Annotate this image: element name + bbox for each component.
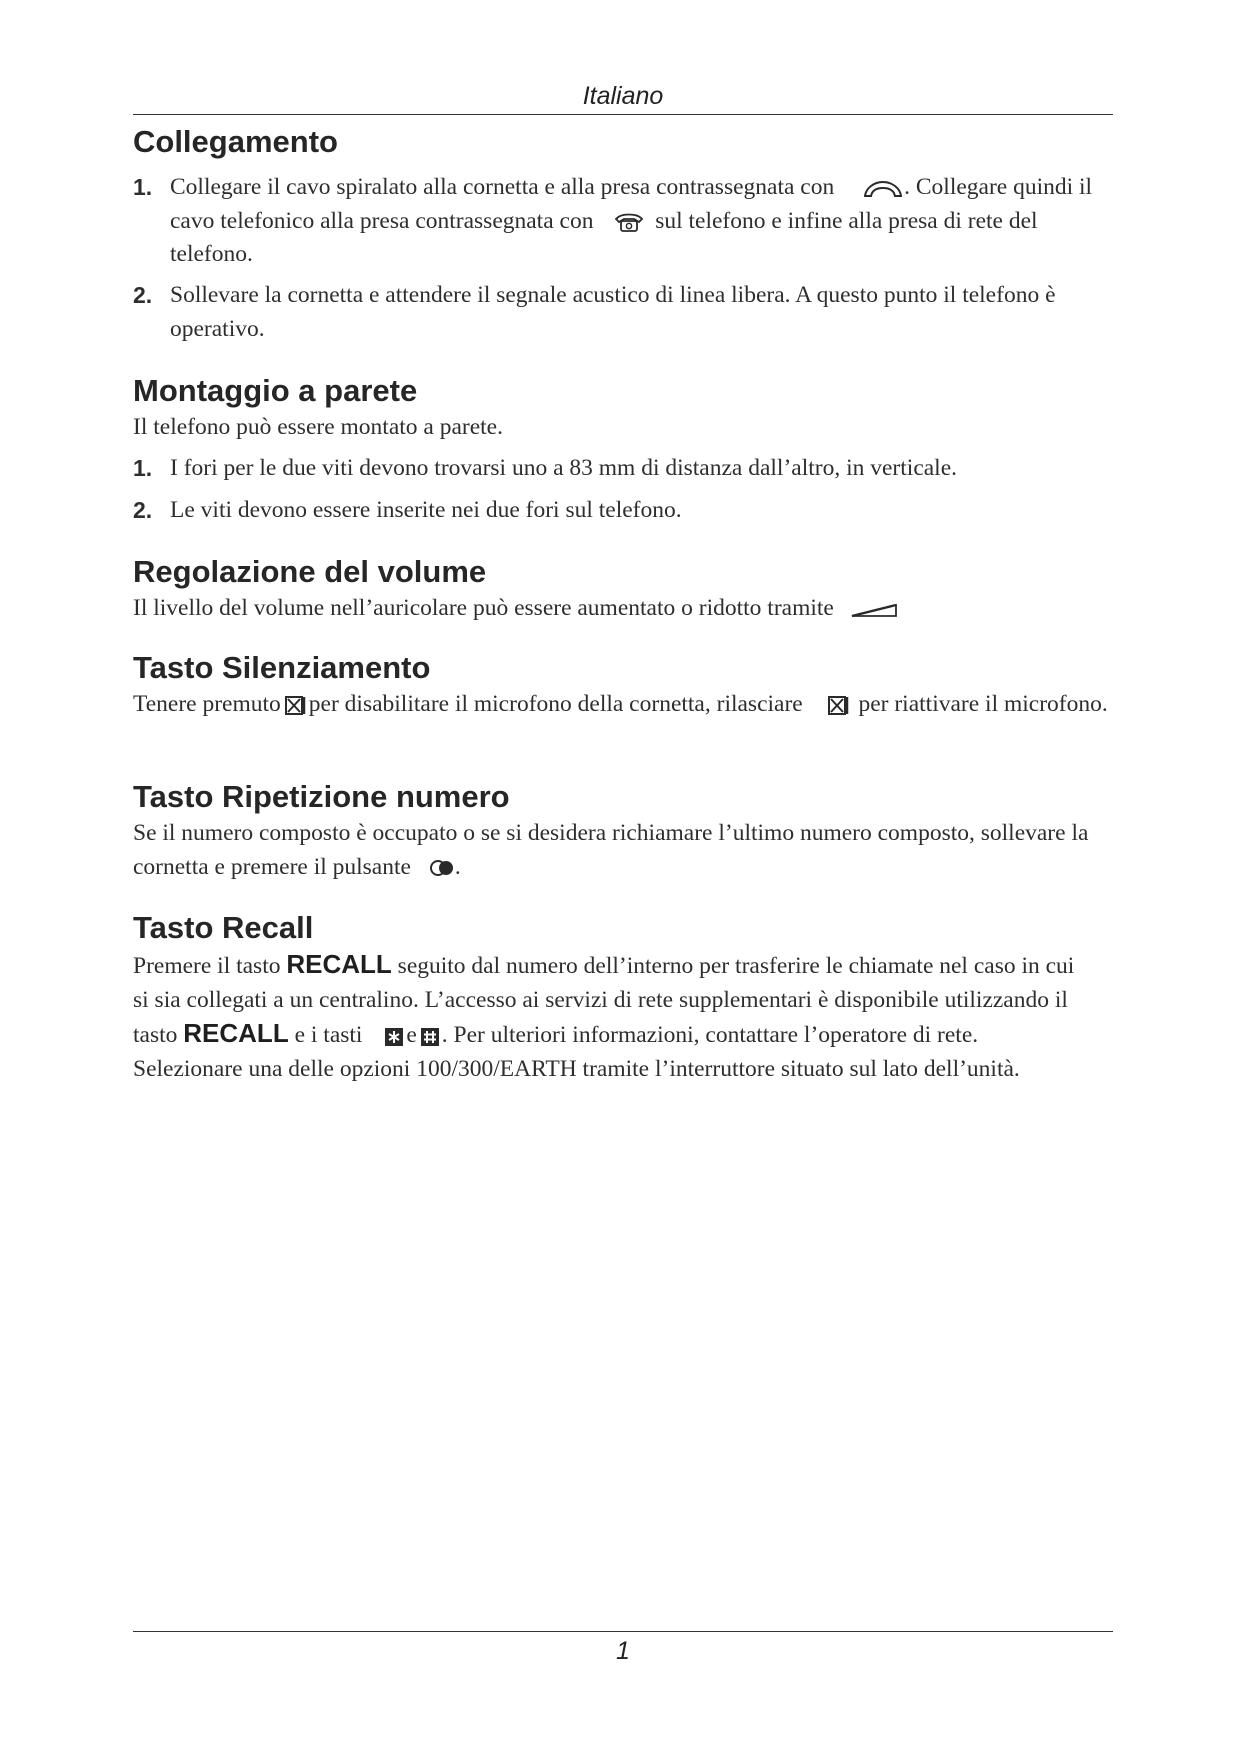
document-page: [133, 0, 1113, 1754]
mute-icon: [284, 695, 306, 717]
step-number: 1.: [133, 455, 153, 481]
silenziamento-paragraph: Tenere premuto per disabilitare il microfono della cornetta, rilasciare per riattivare il microfono.: [133, 691, 1108, 717]
mute-icon: [827, 695, 849, 717]
header-divider: [133, 114, 1113, 115]
star-key-icon: [384, 1027, 404, 1047]
footer-divider: [133, 1631, 1113, 1632]
page-number: 1: [616, 1637, 630, 1665]
recall-key-label: RECALL: [286, 949, 392, 979]
montaggio-intro: Il telefono può essere montato a parete.: [133, 414, 503, 440]
heading-volume: Regolazione del volume: [133, 554, 487, 589]
step-number: 1.: [133, 174, 153, 200]
heading-silenziamento: Tasto Silenziamento: [133, 650, 431, 685]
heading-collegamento: Collegamento: [133, 124, 338, 159]
hash-key-icon: [420, 1027, 440, 1047]
heading-recall: Tasto Recall: [133, 910, 314, 945]
collegamento-step-1: 1. Collegare il cavo spiralato alla cornetta e alla presa contrassegnata con . Collegare quindi il cavo telefonico alla presa contrassegnata con sul telefono e infine alla presa di rete del telefono.: [133, 171, 1113, 272]
montaggio-step-1: 1. I fori per le due viti devono trovarsi uno a 83 mm di distanza dall’altro, in verticale.: [133, 452, 1113, 486]
step-number: 2.: [133, 282, 153, 308]
handset-icon: [862, 179, 904, 199]
montaggio-step-2: 2. Le viti devono essere inserite nei due fori sul telefono.: [133, 494, 1113, 528]
recall-paragraph: Premere il tasto RECALL seguito dal numero dell’interno per trasferire le chiamate nel caso in cui si sia collegati a un centralino. L’accesso ai servizi di rete supplementari è disponibile utilizzando il tasto RECALL e i tasti e . Per ulteriori informazioni, contattare l’operatore di rete. Selezionare una delle opzioni 100/300/EARTH tramite l’interruttore situato sul lato dell’unità.: [133, 949, 1075, 1082]
volume-slider-icon: [850, 602, 898, 618]
heading-ripetizione: Tasto Ripetizione numero: [133, 779, 510, 814]
telephone-icon: [613, 211, 645, 233]
step-number: 2.: [133, 497, 153, 523]
page-header-language: Italiano: [582, 82, 664, 110]
redial-icon: [429, 858, 455, 878]
heading-montaggio: Montaggio a parete: [133, 373, 418, 408]
recall-key-label: RECALL: [183, 1018, 289, 1048]
ripetizione-paragraph: Se il numero composto è occupato o se si desidera richiamare l’ultimo numero composto, sollevare la cornetta e premere il pulsante .: [133, 820, 1089, 880]
collegamento-step-2: 2. Sollevare la cornetta e attendere il segnale acustico di linea libera. A questo punto il telefono è operativo.: [133, 279, 1113, 346]
volume-paragraph: Il livello del volume nell’auricolare può essere aumentato o ridotto tramite: [133, 592, 1113, 626]
